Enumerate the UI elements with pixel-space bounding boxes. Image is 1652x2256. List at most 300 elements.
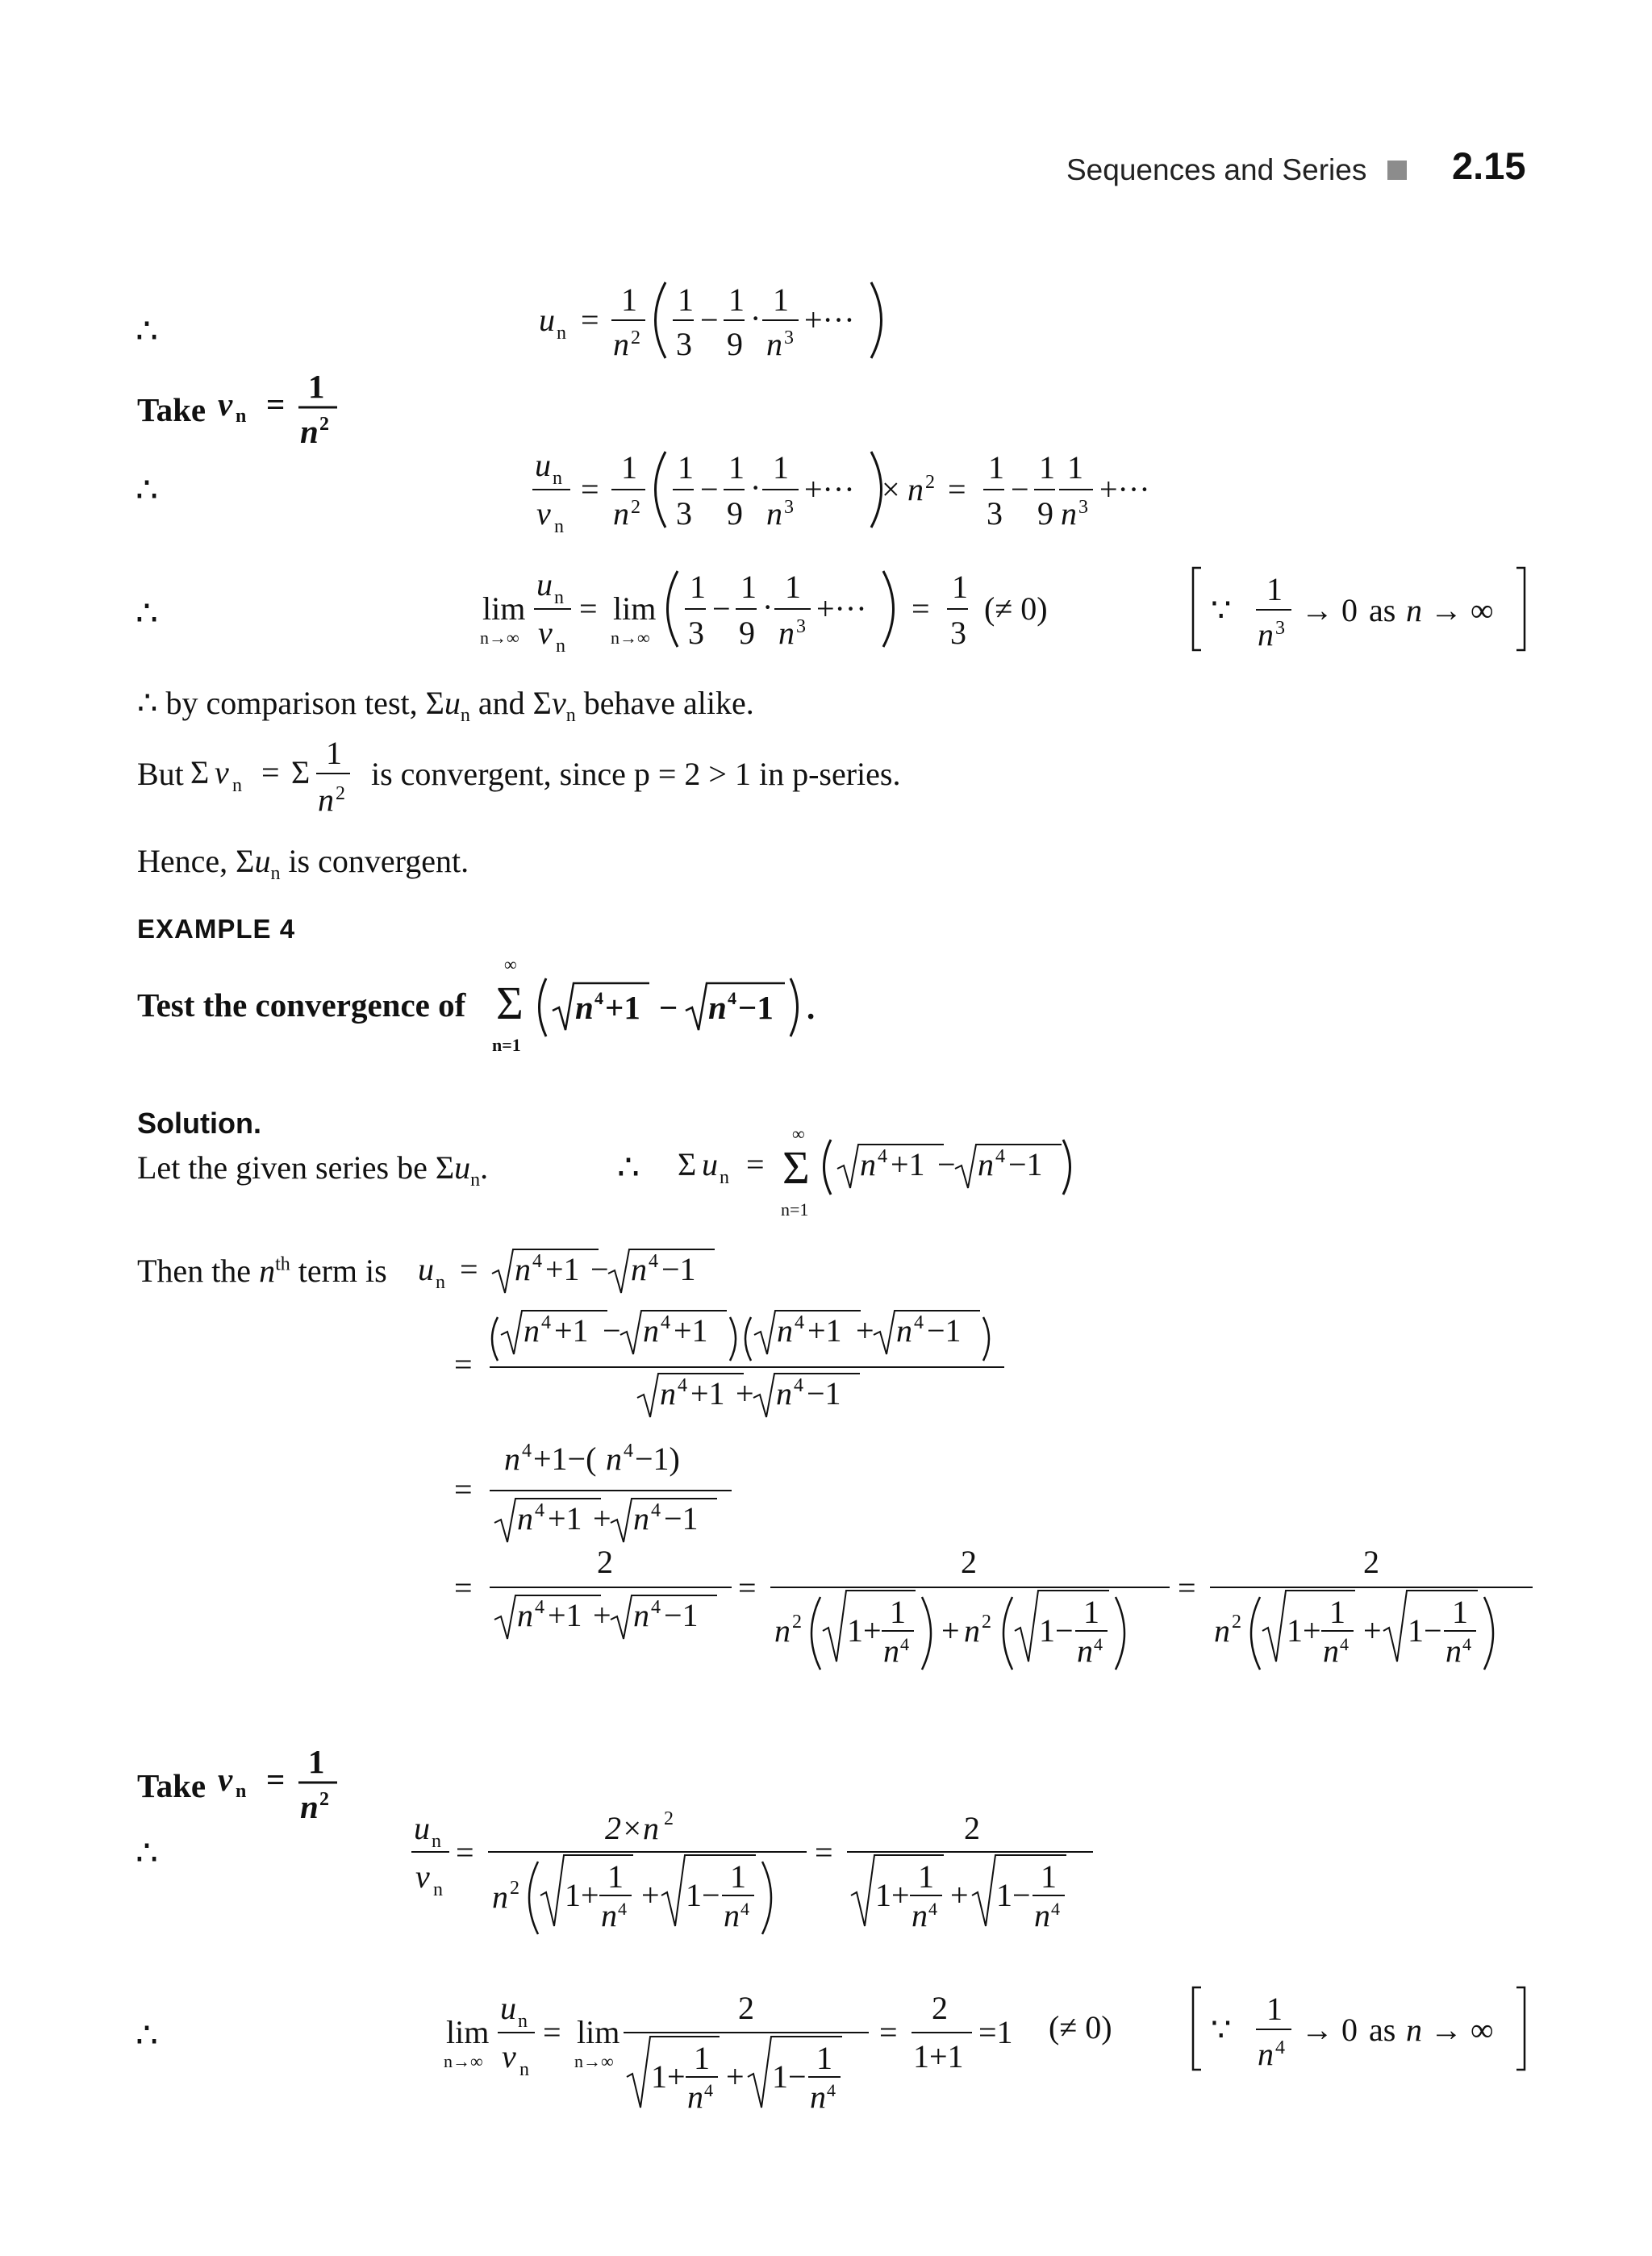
svg-text:2: 2 — [932, 1990, 948, 2026]
svg-text:1: 1 — [308, 368, 325, 405]
svg-text:u: u — [702, 1146, 718, 1182]
svg-text:−: − — [700, 302, 719, 338]
therefore-symbol: ∴ — [136, 311, 158, 351]
vn-definition-2 — [218, 1742, 347, 1831]
svg-text:−1: −1 — [1008, 1146, 1043, 1182]
svg-text:=: = — [581, 471, 599, 507]
bracket-note-n3 — [1190, 563, 1529, 656]
svg-text:=: = — [579, 590, 598, 627]
svg-text:2: 2 — [631, 327, 640, 348]
nth-term-line: Then the $n^{th}$ term is — [137, 1253, 387, 1289]
is-convergent: is convergent. — [288, 843, 469, 879]
svg-text:1+: 1+ — [565, 1877, 599, 1913]
equation-simplify — [448, 1436, 754, 1557]
svg-text:3: 3 — [676, 495, 692, 532]
svg-text:n: n — [1406, 2012, 1422, 2048]
svg-text:=: = — [454, 1471, 473, 1507]
but-word: But — [137, 756, 184, 792]
svg-text:3: 3 — [688, 615, 704, 651]
svg-text:1: 1 — [773, 449, 789, 486]
svg-text:2: 2 — [961, 1544, 977, 1580]
svg-text:n: n — [236, 1781, 247, 1802]
svg-text:1: 1 — [308, 1743, 325, 1780]
equation-factor-n2 — [448, 1541, 1541, 1694]
svg-text:=: = — [454, 1570, 473, 1606]
equation-rationalize — [448, 1303, 1028, 1424]
let-text: Let the given series be — [137, 1149, 428, 1186]
not-zero-note-2: (≠ 0) — [1049, 2009, 1112, 2045]
therefore-symbol: ∴ — [136, 2016, 158, 2055]
svg-text:9: 9 — [1037, 495, 1053, 532]
svg-text:1: 1 — [728, 449, 745, 486]
svg-text:4: 4 — [535, 1597, 544, 1618]
svg-text:n: n — [896, 1312, 912, 1349]
svg-text:2: 2 — [664, 1808, 674, 1829]
svg-text:+···: +··· — [804, 302, 855, 338]
svg-text:4: 4 — [878, 1146, 887, 1167]
svg-text:+: + — [641, 1877, 660, 1913]
svg-text:−: − — [937, 1146, 956, 1182]
svg-text:lim: lim — [446, 2014, 490, 2050]
convergent-since-text: is convergent, since p = 2 > 1 in p-series. — [371, 756, 901, 792]
svg-text:n=1: n=1 — [781, 1199, 809, 1220]
svg-text:4: 4 — [535, 1500, 544, 1521]
example-statement: Test the convergence of — [137, 986, 466, 1024]
svg-text:n: n — [687, 2079, 703, 2115]
svg-text:n: n — [724, 1897, 740, 1933]
svg-text:n: n — [907, 471, 924, 507]
svg-text:4: 4 — [995, 1146, 1005, 1167]
svg-text:4: 4 — [651, 1597, 661, 1618]
svg-text:+: + — [736, 1375, 754, 1412]
svg-text:=1: =1 — [978, 2014, 1013, 2050]
svg-text:v: v — [218, 1761, 233, 1798]
svg-text:n: n — [708, 989, 727, 1026]
svg-text:1+: 1+ — [875, 1877, 910, 1913]
svg-text:3: 3 — [1078, 497, 1088, 518]
svg-text:=: = — [1178, 1570, 1196, 1606]
svg-text:.: . — [807, 989, 816, 1026]
svg-text:n: n — [236, 406, 247, 427]
equation-limit-ratio-1 — [476, 557, 1065, 661]
svg-text:n: n — [978, 1146, 994, 1182]
svg-text:+: + — [593, 1597, 611, 1633]
example-series-expression — [488, 956, 843, 1065]
svg-text:2: 2 — [925, 472, 935, 493]
svg-text:=: = — [746, 1146, 765, 1182]
svg-text:n: n — [432, 1831, 441, 1852]
svg-text:=: = — [454, 1346, 473, 1382]
svg-text:n: n — [433, 1879, 443, 1900]
svg-text:+: + — [856, 1312, 874, 1349]
svg-text:−: − — [590, 1251, 609, 1287]
svg-text:n: n — [517, 1500, 533, 1537]
svg-text:∵: ∵ — [1211, 2012, 1232, 2048]
svg-text:1: 1 — [326, 735, 342, 771]
take-label-1: Take — [137, 391, 206, 428]
page-number: 2.15 — [1452, 144, 1526, 187]
svg-text:1−: 1− — [686, 1877, 720, 1913]
svg-text:+1: +1 — [548, 1500, 582, 1537]
svg-text:1+: 1+ — [651, 2058, 686, 2095]
svg-text:1: 1 — [730, 1858, 746, 1895]
svg-text:·: · — [750, 300, 761, 336]
svg-text:=: = — [456, 1834, 474, 1870]
svg-text:1: 1 — [1067, 449, 1083, 486]
svg-text:4: 4 — [740, 1899, 749, 1919]
comparison-line — [137, 684, 754, 727]
svg-text:=: = — [543, 2014, 561, 2050]
svg-text:+1: +1 — [545, 1251, 580, 1287]
svg-text:2: 2 — [319, 414, 329, 435]
svg-text:−1: −1 — [661, 1251, 696, 1287]
svg-text:1: 1 — [1452, 1594, 1468, 1630]
svg-text:n: n — [553, 468, 562, 489]
svg-text:+···: +··· — [1099, 471, 1150, 507]
svg-text:2: 2 — [336, 783, 345, 804]
svg-text:1: 1 — [918, 1858, 934, 1895]
svg-text:u: u — [418, 1251, 434, 1287]
svg-text:1: 1 — [1083, 1594, 1099, 1630]
svg-text:v: v — [215, 754, 229, 790]
svg-text:4: 4 — [649, 1251, 658, 1272]
svg-text:n: n — [1258, 616, 1274, 653]
not-zero-note-1: (≠ 0) — [984, 590, 1048, 627]
svg-text:n: n — [633, 1597, 649, 1633]
example-label: EXAMPLE 4 — [137, 914, 296, 944]
sum-vn: $\Sigma v_n$ — [532, 685, 576, 726]
svg-text:+: + — [1363, 1612, 1382, 1649]
svg-text:2: 2 — [964, 1810, 980, 1846]
svg-text:n: n — [660, 1375, 676, 1412]
svg-text:4: 4 — [1094, 1634, 1103, 1654]
svg-text:−: − — [712, 590, 731, 627]
svg-text:n: n — [524, 1312, 540, 1349]
as-word: as — [1369, 2012, 1396, 2048]
svg-text:4: 4 — [728, 988, 736, 1008]
svg-text:1+: 1+ — [1287, 1612, 1321, 1649]
svg-text:1: 1 — [621, 449, 637, 486]
svg-text:4: 4 — [1340, 1634, 1349, 1654]
svg-text:n: n — [300, 413, 319, 450]
svg-text:v: v — [536, 495, 551, 532]
svg-text:∞: ∞ — [504, 956, 517, 974]
therefore-symbol: ∴ — [617, 1148, 640, 1187]
svg-text:n: n — [232, 775, 242, 796]
sum-vn-equals-sum-1-over-n2 — [190, 730, 368, 819]
and-word: and — [478, 685, 525, 721]
svg-text:n: n — [554, 587, 564, 608]
svg-text:n→∞: n→∞ — [480, 628, 519, 648]
svg-text:4: 4 — [914, 1312, 924, 1333]
svg-text:1: 1 — [1041, 1858, 1057, 1895]
svg-text:1−: 1− — [996, 1877, 1031, 1913]
svg-text:n: n — [557, 323, 566, 344]
svg-text:Σ: Σ — [291, 754, 311, 790]
svg-text:+: + — [593, 1500, 611, 1537]
svg-text:4: 4 — [532, 1251, 542, 1272]
svg-text:n→∞: n→∞ — [444, 2051, 483, 2071]
svg-text:=: = — [912, 590, 930, 627]
svg-text:+1: +1 — [554, 1312, 589, 1349]
svg-text:=: = — [261, 754, 280, 790]
svg-text:n: n — [912, 1897, 928, 1933]
svg-text:∞: ∞ — [792, 1125, 805, 1144]
svg-text:n→∞: n→∞ — [611, 628, 650, 648]
svg-text:+1: +1 — [674, 1312, 708, 1349]
svg-text:n: n — [436, 1272, 445, 1293]
svg-text:1: 1 — [678, 449, 694, 486]
svg-text:1: 1 — [785, 569, 801, 605]
svg-text:3: 3 — [784, 327, 794, 348]
svg-text:−1): −1) — [635, 1441, 680, 1477]
svg-text:n: n — [515, 1251, 531, 1287]
svg-text:v: v — [538, 615, 553, 651]
svg-text:Σ: Σ — [190, 754, 210, 790]
svg-text:=: = — [266, 1761, 286, 1798]
svg-text:n: n — [633, 1500, 649, 1537]
header-square-icon — [1387, 161, 1407, 180]
svg-text:×: × — [882, 471, 900, 507]
svg-text:Σ: Σ — [496, 977, 524, 1029]
svg-text:3: 3 — [1275, 618, 1285, 639]
svg-text:4: 4 — [522, 1441, 532, 1462]
svg-text:n: n — [720, 1167, 729, 1188]
svg-text:−1: −1 — [927, 1312, 962, 1349]
svg-text:n: n — [318, 782, 334, 818]
svg-text:1: 1 — [621, 281, 637, 318]
svg-text:−: − — [700, 471, 719, 507]
svg-text:2: 2 — [1363, 1544, 1379, 1580]
svg-text:2: 2 — [792, 1612, 802, 1633]
svg-text:3: 3 — [950, 615, 966, 651]
svg-text:n: n — [1258, 2036, 1274, 2072]
running-title: Sequences and Series — [1066, 153, 1367, 186]
svg-text:n: n — [810, 2079, 826, 2115]
svg-text:n: n — [517, 1597, 533, 1633]
svg-text:1: 1 — [740, 569, 757, 605]
svg-text:+1: +1 — [891, 1146, 925, 1182]
svg-text:n: n — [606, 1441, 622, 1477]
svg-text:4: 4 — [704, 2080, 713, 2100]
hence-word: Hence, — [137, 843, 228, 879]
svg-text:n: n — [504, 1441, 520, 1477]
svg-text:+1: +1 — [548, 1597, 582, 1633]
svg-text:n: n — [778, 615, 795, 651]
svg-text:n: n — [860, 1146, 876, 1182]
sum-un-let: $\Sigma u_n$. — [435, 1149, 489, 1191]
svg-text:+1: +1 — [807, 1312, 842, 1349]
svg-text:=: = — [815, 1834, 833, 1870]
svg-text:−1: −1 — [664, 1597, 699, 1633]
svg-text:2: 2 — [982, 1612, 991, 1633]
behave-alike: behave alike. — [583, 685, 754, 721]
svg-text:−: − — [659, 989, 678, 1026]
svg-text:n: n — [643, 1312, 659, 1349]
solution-label: Solution. — [137, 1107, 261, 1140]
svg-text:2×n: 2×n — [605, 1810, 659, 1846]
svg-text:u: u — [535, 447, 551, 483]
svg-text:n→∞: n→∞ — [574, 2051, 614, 2071]
therefore-symbol: ∴ — [136, 470, 158, 510]
svg-text:1: 1 — [1039, 449, 1055, 486]
sum-un: $\Sigma u_n$ — [425, 685, 470, 726]
svg-text:4: 4 — [900, 1634, 909, 1654]
svg-text:n: n — [300, 1788, 319, 1825]
equation-ratio-expansion — [528, 440, 1174, 544]
svg-text:1: 1 — [690, 569, 706, 605]
svg-text:=: = — [738, 1570, 757, 1606]
svg-text:9: 9 — [727, 326, 743, 362]
svg-text:1−: 1− — [1408, 1612, 1442, 1649]
svg-text:4: 4 — [624, 1441, 633, 1462]
svg-text:n: n — [1061, 495, 1077, 532]
svg-text:n: n — [519, 2059, 529, 2080]
svg-text:2: 2 — [631, 497, 640, 518]
svg-text:·: · — [750, 469, 761, 506]
equation-un-expansion — [532, 266, 903, 379]
sum-un-hence: $\Sigma u_n$ — [236, 843, 281, 884]
equation-ratio-2 — [407, 1807, 1117, 1960]
svg-text:−1: −1 — [738, 989, 774, 1026]
equation-nth-term — [411, 1230, 750, 1303]
svg-text:→ 0: → 0 — [1301, 592, 1358, 628]
svg-text:n: n — [613, 495, 629, 532]
svg-text:n: n — [518, 2011, 528, 2032]
svg-text:1−: 1− — [1039, 1612, 1074, 1649]
svg-text:4: 4 — [1275, 2037, 1285, 2058]
svg-text:n: n — [1406, 592, 1422, 628]
svg-text:3: 3 — [784, 497, 794, 518]
svg-text:1: 1 — [607, 1858, 624, 1895]
svg-text:v: v — [218, 386, 233, 423]
svg-text:n: n — [1214, 1612, 1230, 1649]
take-label-2: Take — [137, 1767, 206, 1804]
therefore-symbol: ∴ — [136, 1833, 158, 1873]
svg-text:1: 1 — [890, 1594, 906, 1630]
svg-text:4: 4 — [594, 988, 603, 1008]
svg-text:2: 2 — [738, 1990, 754, 2026]
svg-text:3: 3 — [796, 616, 806, 637]
svg-text:=: = — [266, 386, 286, 423]
nth-term-suffix: term is — [298, 1253, 387, 1289]
svg-text:1: 1 — [816, 2040, 832, 2076]
svg-text:n: n — [575, 989, 594, 1026]
svg-text:9: 9 — [739, 615, 755, 651]
svg-text:=: = — [879, 2014, 898, 2050]
svg-text:1: 1 — [1329, 1594, 1345, 1630]
svg-text:−1: −1 — [664, 1500, 699, 1537]
equation-series-def — [678, 1125, 1097, 1234]
therefore-symbol: ∴ — [136, 594, 158, 633]
hence-line — [137, 842, 469, 885]
equation-limit-ratio-2 — [440, 1980, 1053, 2125]
svg-text:n: n — [1323, 1633, 1339, 1669]
svg-text:Σ: Σ — [678, 1146, 697, 1182]
as-word: as — [1369, 592, 1396, 628]
svg-text:+···: +··· — [804, 471, 855, 507]
svg-text:1: 1 — [988, 449, 1004, 486]
svg-text:u: u — [536, 566, 553, 603]
svg-text:∵: ∵ — [1211, 592, 1232, 628]
svg-text:v: v — [502, 2038, 516, 2075]
svg-text:1: 1 — [694, 2040, 710, 2076]
svg-text:4: 4 — [541, 1312, 551, 1333]
svg-text:u: u — [500, 1990, 516, 2026]
svg-text:=: = — [948, 471, 966, 507]
svg-text:n: n — [766, 326, 782, 362]
svg-text:n: n — [554, 516, 564, 537]
svg-text:4: 4 — [661, 1312, 670, 1333]
svg-text:u: u — [539, 302, 555, 338]
svg-text:n: n — [964, 1612, 980, 1649]
svg-text:4: 4 — [678, 1375, 687, 1396]
svg-text:+: + — [726, 2058, 745, 2095]
svg-text:4: 4 — [795, 1312, 804, 1333]
svg-text:2: 2 — [597, 1544, 613, 1580]
svg-text:4: 4 — [651, 1500, 661, 1521]
svg-text:1: 1 — [678, 281, 694, 318]
svg-text:n: n — [613, 326, 629, 362]
svg-text:+1−(: +1−( — [533, 1441, 597, 1477]
svg-text:→ ∞: → ∞ — [1430, 2012, 1494, 2048]
svg-text:1−: 1− — [772, 2058, 807, 2095]
nth-term-text: Then the — [137, 1253, 252, 1289]
svg-text:n: n — [601, 1897, 617, 1933]
svg-text:lim: lim — [577, 2014, 620, 2050]
svg-text:n: n — [1034, 1897, 1050, 1933]
svg-text:lim: lim — [613, 590, 657, 627]
svg-text:4: 4 — [1462, 1634, 1471, 1654]
svg-text:1: 1 — [952, 569, 968, 605]
svg-text:·: · — [762, 589, 774, 625]
svg-text:n: n — [556, 636, 565, 657]
svg-text:+1: +1 — [690, 1375, 725, 1412]
svg-text:1+: 1+ — [847, 1612, 882, 1649]
svg-text:1: 1 — [1266, 571, 1283, 607]
svg-text:3: 3 — [987, 495, 1003, 532]
svg-text:n: n — [631, 1251, 647, 1287]
svg-text:n: n — [777, 1312, 793, 1349]
svg-text:=: = — [581, 302, 599, 338]
svg-text:−: − — [1011, 471, 1029, 507]
svg-text:+1: +1 — [605, 989, 640, 1026]
let-line — [137, 1149, 488, 1191]
vn-definition-1 — [218, 367, 347, 456]
svg-text:−1: −1 — [807, 1375, 841, 1412]
svg-text:u: u — [414, 1810, 430, 1846]
svg-text:4: 4 — [618, 1899, 627, 1919]
comparison-prefix: ∴ by comparison test, — [137, 685, 418, 721]
svg-text:2: 2 — [510, 1878, 519, 1899]
svg-text:1: 1 — [728, 281, 745, 318]
bracket-note-n4 — [1190, 1983, 1529, 2075]
svg-text:n=1: n=1 — [492, 1035, 521, 1055]
svg-text:3: 3 — [676, 326, 692, 362]
svg-text:2: 2 — [1232, 1612, 1241, 1633]
svg-text:4: 4 — [928, 1899, 937, 1919]
svg-text:9: 9 — [727, 495, 743, 532]
svg-text:=: = — [460, 1251, 478, 1287]
svg-text:+···: +··· — [816, 590, 867, 627]
svg-text:4: 4 — [827, 2080, 836, 2100]
svg-text:−: − — [603, 1312, 621, 1349]
svg-text:+: + — [941, 1612, 960, 1649]
svg-text:→ 0: → 0 — [1301, 2012, 1358, 2048]
svg-text:n: n — [1446, 1633, 1462, 1669]
svg-text:n: n — [1077, 1633, 1093, 1669]
svg-text:lim: lim — [482, 590, 526, 627]
